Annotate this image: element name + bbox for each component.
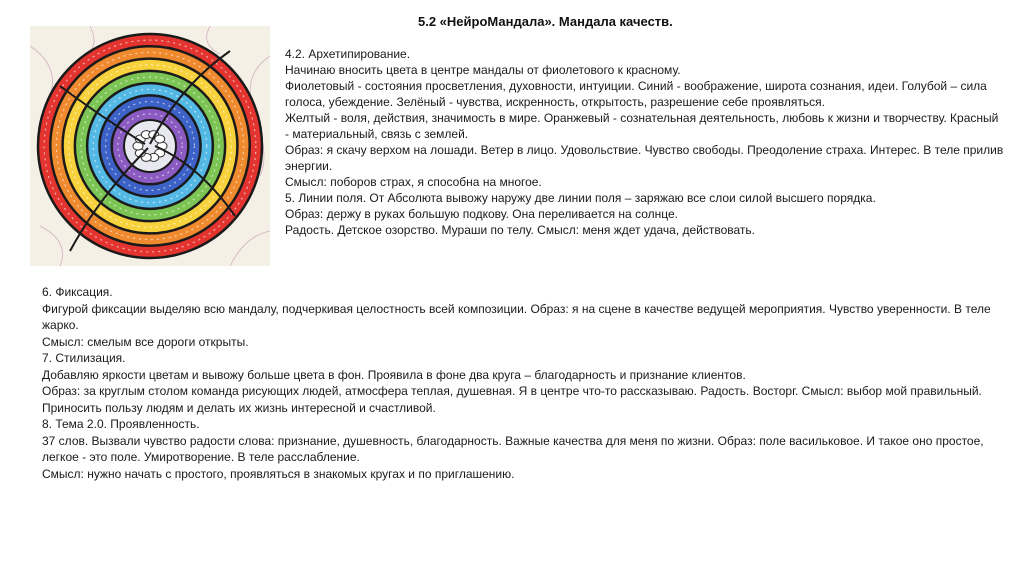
slide-title: 5.2 «НейроМандала». Мандала качеств. — [418, 14, 673, 29]
text-paragraph: Смысл: поборов страх, я способна на многое. — [285, 175, 542, 189]
text-paragraph: Образ: держу в руках большую подкову. Она переливается на солнце. — [285, 207, 678, 221]
text-paragraph: Фиолетовый - состояния просветления, духовности, интуиции. Синий - воображение, широта сознания, идеи. Голубой – сила голоса, убеждение. Зелёный - чувства, искренность, открытость, разрешение себе проявляться. — [285, 79, 987, 109]
text-paragraph: 37 слов. Вызвали чувство радости слова: признание, душевность, благодарность. Важные качества для меня по жизни. Образ: поле васильковое. И такое оно простое, легкое - это поле. Умиротворение. В теле расслабление. — [42, 433, 984, 464]
text-paragraph: 5. Линии поля. От Абсолюта вывожу наружу две линии поля – заряжаю все слои силой высшего порядка. — [285, 191, 876, 205]
mandala-center-petal — [155, 135, 165, 143]
text-paragraph: Начинаю вносить цвета в центре мандалы от фиолетового к красному. — [285, 63, 681, 77]
right-text-block — [285, 46, 1005, 238]
text-paragraph: Радость. Детское озорство. Мураши по телу. Смысл: меня ждет удача, действовать. — [285, 223, 756, 237]
text-paragraph: Фигурой фиксации выделяю всю мандалу, подчеркивая целостность всей композиции. Образ: я на сцене в качестве ведущей мероприятия. Чувство уверенности. В теле жарко. — [42, 301, 991, 332]
text-paragraph: Смысл: нужно начать с простого, проявляться в знакомых кругах и по приглашению. — [42, 466, 515, 481]
text-paragraph: Добавляю яркости цветам и вывожу больше цвета в фон. Проявила в фоне два круга – благодарность и признание клиентов. — [42, 367, 746, 382]
text-paragraph: 6. Фиксация. — [42, 285, 113, 299]
text-paragraph: 7. Стилизация. — [42, 351, 126, 365]
text-paragraph: 8. Тема 2.0. Проявленность. — [42, 417, 200, 431]
mandala-image — [30, 26, 270, 266]
text-paragraph: Смысл: смелым все дороги открыты. — [42, 334, 249, 349]
text-paragraph: 4.2. Архетипирование. — [285, 47, 411, 61]
text-paragraph: Образ: я скачу верхом на лошади. Ветер в лицо. Удовольствие. Чувство свободы. Преодоление страха. Интерес. В теле прилив энергии. — [285, 143, 1004, 173]
text-paragraph: Образ: за круглым столом команда рисующих людей, атмосфера теплая, душевная. Я в центре что-то рассказываю. Радость. Восторг. Смысл: выбор мой правильный. Приносить пользу людям и делать их жизнь интересной и счастливой. — [42, 384, 982, 415]
text-paragraph: Желтый - воля, действия, значимость в мире. Оранжевый - сознательная деятельность, любовь к жизни и творчеству. Красный - материальный, связь с землей. — [285, 111, 999, 141]
bottom-text-block — [42, 284, 1002, 482]
